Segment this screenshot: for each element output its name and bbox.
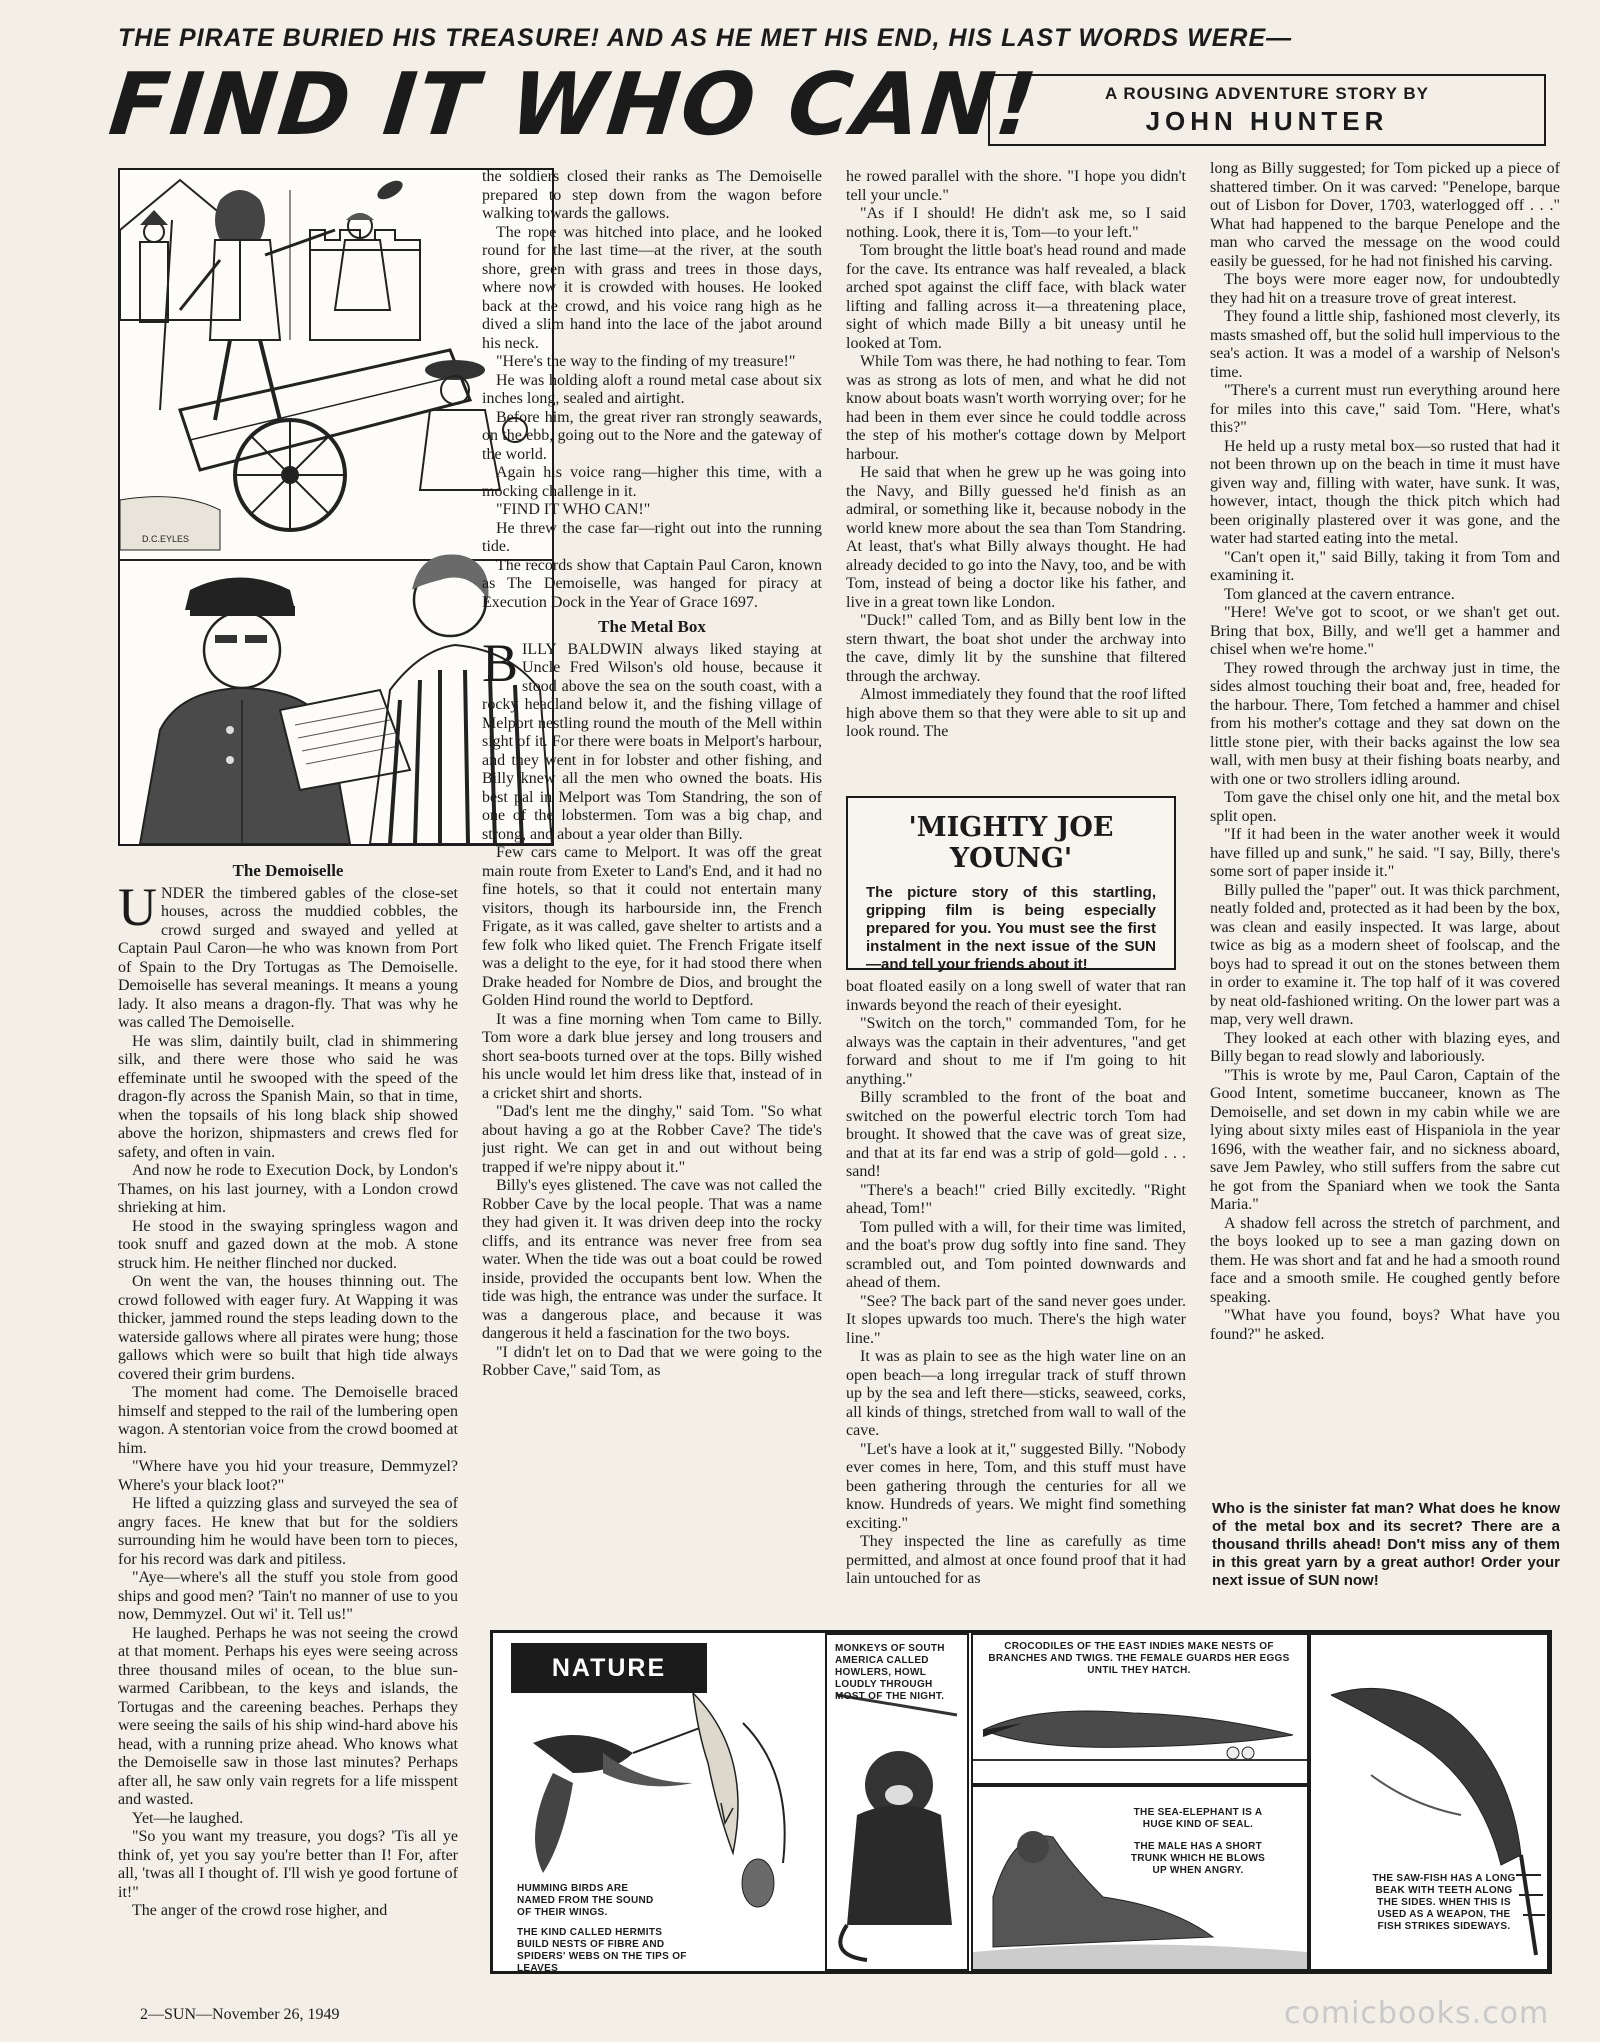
paragraph: Yet—he laughed.	[132, 1809, 244, 1827]
paragraph: "I didn't let on to Dad that we were going to the Robber Cave," said Tom, as	[482, 1343, 822, 1379]
paragraph: "If it had been in the water another week it would have filled up and sunk," he said. "I say, Billy, there's some sort of paper inside it."	[1210, 826, 1560, 880]
paragraph: They inspected the line as carefully as time permitted, and almost at once found proof that it had lain untouched for as	[846, 1533, 1186, 1587]
hummingbird-drawing	[493, 1633, 813, 1971]
article-column-3-top	[846, 168, 1186, 786]
paragraph: "There's a beach!" cried Billy excitedly. "Right ahead, Tom!"	[846, 1181, 1186, 1217]
paragraph: "So you want my treasure, you dogs? 'Tis all ye think of, yet you say you're better than I! For, after all, 'twas all I thought of. I'll wish ye good fortune of it!"	[118, 1828, 458, 1901]
paragraph: It was a fine morning when Tom came to Billy. Tom wore a dark blue jersey and long trousers and short sea-boots turned over at the tops. Billy wished his uncle would let him dress like that, instead of in a cricket shirt and shorts.	[482, 1010, 822, 1102]
paragraph: He stood in the swaying springless wagon and took snuff and gazed down at the mob. A stone struck him. He neither flinched nor ducked.	[118, 1217, 458, 1272]
paragraph: He lifted a quizzing glass and surveyed the sea of angry faces. He knew that but for the soldiers surrounding him he would have been torn to pieces, for his record was dark and pitiless.	[118, 1495, 458, 1568]
paragraph: NDER the timbered gables of the close-set houses, across the muddied cobbles, the crowd surged and swayed and yelled at Captain Paul Caron—he who was known from Port of Spain to the Dry Tortugas as The Demoiselle. Demoiselle has several meanings. It means a young lady. It also means a dragon-fly. That was why he was called The Demoiselle.	[118, 884, 458, 1031]
subhead-demoiselle: The Demoiselle	[232, 861, 344, 880]
paragraph: Few cars came to Melport. It was off the great main route from Exeter to Land's End, and it had no fine hotels, so that it could not entertain many visitors, though its harbourside inn, the French Frigate, as it was called, gave shelter to artists and a few folk who liked quiet. The French Frigate itself was a delight to the eye, for it had stood there when Drake headed for Nombre de Dios, and brought the Golden Hind round the world to Deptford.	[482, 844, 822, 1009]
article-column-1	[118, 856, 458, 1996]
sea-elephant-panel	[971, 1785, 1309, 1971]
paragraph: Tom brought the little boat's head round and made for the cave. Its entrance was half revealed, a black arched spot against the cliff face, with black water lifting and falling across it—a threatening place, sight of which made Billy a bit uneasy until he looked at Tom.	[846, 242, 1186, 352]
page-footer: 2—SUN—November 26, 1949	[140, 2006, 340, 2023]
paragraph: "This is wrote by me, Paul Caron, Captain of the Good Intent, sometime buccaneer, known as The Demoiselle, and set down in my cabin while we are lying about sixty miles east of Hispaniola in the year 1696, with the weather fair, and no sickness aboard, save Jem Pawley, who still suffers from the sabre cut he got from the Spaniard when we took the Santa Maria."	[1210, 1066, 1560, 1213]
howler-monkey-panel	[825, 1633, 969, 1971]
paragraph: Almost immediately they found that the roof lifted high above them so that they were able to sit up and look round. The	[846, 686, 1186, 740]
paragraph: He threw the case far—right out into the running tide.	[482, 519, 822, 555]
paragraph: "Where have you hid your treasure, Demmyzel? Where's your black loot?"	[118, 1458, 458, 1494]
paragraph: "Duck!" called Tom, and as Billy bent low in the stern thwart, the boat shot under the archway into the cave, dimly lit by the sunshine that filtered through the archway.	[846, 612, 1186, 685]
paragraph: He was slim, daintily built, clad in shimmering silk, and there were those who said he was effeminate until he swooped with the speed of the dragon-fly across the Spanish Main, so that in time, when the topsails of his long black ship showed above the horizon, shipmasters and crews fled for safety, and often in vain.	[118, 1032, 458, 1161]
watermark: comicbooks.com	[1284, 1996, 1550, 2031]
sea-elephant-caption-1: THE SEA-ELEPHANT IS A HUGE KIND OF SEAL.	[1133, 1807, 1263, 1830]
drop-cap: U	[118, 876, 157, 937]
byline-author: JOHN HUNTER	[1145, 106, 1389, 136]
paragraph: The anger of the crowd rose higher, and	[132, 1902, 388, 1919]
paragraph: "Let's have a look at it," suggested Billy. "Nobody ever comes in here, Tom, and this stuff must have been gathering through the centuries for all we know. Hundreds of years. We might find something exciting."	[846, 1440, 1186, 1532]
paragraph: They looked at each other with blazing eyes, and Billy began to read slowly and laboriously.	[1210, 1029, 1560, 1065]
sawfish-caption: THE SAW-FISH HAS A LONG BEAK WITH TEETH ALONG THE SIDES. WHEN THIS IS USED AS A WEAPON, THE FISH STRIKES SIDEWAYS.	[1372, 1873, 1516, 1932]
paragraph: "What have you found, boys? What have you found?" he asked.	[1210, 1307, 1560, 1343]
paragraph: "Here's the way to the finding of my treasure!"	[496, 353, 796, 370]
paragraph: "FIND IT WHO CAN!"	[496, 501, 651, 518]
byline-label: A ROUSING ADVENTURE STORY BY	[1105, 84, 1429, 103]
article-column-2	[482, 168, 822, 1612]
nature-nook-panel	[490, 1630, 1552, 1974]
story-kicker: THE PIRATE BURIED HIS TREASURE! AND AS HE MET HIS END, HIS LAST WORDS WERE—	[118, 24, 1293, 52]
sea-elephant-caption-2: THE MALE HAS A SHORT TRUNK WHICH HE BLOWS UP WHEN ANGRY.	[1130, 1841, 1266, 1876]
paragraph: "As if I should! He didn't ask me, so I said nothing. Look, there it is, Tom—to your left."	[846, 205, 1186, 241]
paragraph: boat floated easily on a long swell of water that ran inwards beyond the reach of their eyesight.	[846, 978, 1186, 1014]
paragraph: And now he rode to Execution Dock, by London's Thames, on his last journey, with a London crowd shrieking at him.	[118, 1162, 458, 1216]
paragraph: He laughed. Perhaps he was not seeing the crowd at that moment. Perhaps his eyes were seeing across three thousand miles of ocean, to the blue sun-warmed Caribbean, to the keys and islands, the Tortugas and the careening beaches. Perhaps they were seeing the sails of his ship wind-hard above his head, with a running prize ahead. Who knows what the Demoiselle saw in those last minutes? Perhaps after all, he saw only vain regrets for a life misspent and wasted.	[118, 1624, 458, 1808]
paragraph: They found a little ship, fashioned most cleverly, its masts smashed off, but the solid hull impervious to the sea's action. It was a model of a warship of Nelson's time.	[1210, 308, 1560, 381]
paragraph: long as Billy suggested; for Tom picked up a piece of shattered timber. On it was carved: "Penelope, barque out of Lisbon for Dover, 1703, waterlogged off . . ." What had happened to the barque Penelope and the man who carved the message on the wood could easily be guessed, for he had not finished his carving.	[1210, 160, 1560, 270]
paragraph: Again his voice rang—higher this time, with a mocking challenge in it.	[482, 464, 822, 500]
paragraph: Billy scrambled to the front of the boat and switched on the powerful electric torch Tom had brought. It showed that the cave was of great size, and that at its far end was a strip of gold—gold . . . sand!	[846, 1089, 1186, 1180]
crocodile-panel	[971, 1633, 1309, 1785]
paragraph: "Can't open it," said Billy, taking it from Tom and examining it.	[1210, 548, 1560, 584]
paragraph: he rowed parallel with the shore. "I hope you didn't tell your uncle."	[846, 168, 1186, 204]
paragraph: "Dad's lent me the dinghy," said Tom. "So what about having a go at the Robber Cave? The tide's just right. We can get in and out without being trapped if we're nippy about it."	[482, 1103, 822, 1176]
drop-cap: B	[482, 632, 519, 693]
paragraph: The moment had come. The Demoiselle braced himself and stepped to the rail of the lumbering open wagon. A stentorian voice from the crowd boomed at him.	[118, 1384, 458, 1457]
paragraph: Before him, the great river ran strongly seawards, on the ebb, going out to the Nore and the gateway of the world.	[482, 408, 822, 463]
paragraph: ILLY BALDWIN always liked staying at Uncle Fred Wilson's old house, because it stood above the sea on the south coast, with a rocky headland below it, and the fishing village of Melport nestling round the mouth of the Mell within sight of it. For there were boats in Melport's harbour, and they went in for lobster and other fishing, and Billy knew all the men who owned the boats. His best pal in Melport was Tom Standring, the son of one of the lobstermen. Tom was a big chap, and strong, and about a year older than Billy.	[482, 640, 822, 843]
paragraph: Tom pulled with a will, for their time was limited, and the boat's prow dug softly into fine sand. They scrambled out, and Tom pointed downwards and ahead of them.	[846, 1218, 1186, 1291]
ad-title: 'MIGHTY JOE YOUNG'	[908, 812, 1114, 874]
howler-monkey-caption: MONKEYS OF SOUTH AMERICA CALLED HOWLERS, HOWL LOUDLY THROUGH MOST OF THE NIGHT.	[835, 1643, 945, 1702]
paragraph: While Tom was there, he had nothing to fear. Tom was as strong as lots of men, and what he did not know about boats wasn't worth worrying over; for he had been in them ever since he could toddle across the step of his mother's cottage down by Melport harbour.	[846, 353, 1186, 463]
paragraph: A shadow fell across the stretch of parchment, and the boys looked up to see a man gazing down on them. He was short and fat and he had a smooth round face and a smooth smile. He coughed gently before speaking.	[1210, 1214, 1560, 1306]
nature-nook-title: NATURE NOOK	[511, 1643, 707, 1693]
paragraph: Tom gave the chisel only one hit, and the metal box split open.	[1210, 789, 1560, 825]
paragraph: On went the van, the houses thinning out. The crowd followed with eager fury. At Wapping it was thicker, jammed round the steps leading down to the waterside gallows where all pirates were hung; those gallows which were so built that high tide always covered their grim burdens.	[118, 1273, 458, 1383]
sawfish-panel	[1309, 1633, 1549, 1971]
hummingbird-caption-2: THE KIND CALLED HERMITS BUILD NESTS OF FIBRE AND SPIDERS' WEBS ON THE TIPS OF LEAVES	[517, 1927, 687, 1974]
article-column-3-bottom	[846, 978, 1186, 1612]
paragraph: It was as plain to see as the high water line on an open beach—a long irregular track of stuff thrown up by the sea and left there—sticks, seaweed, corks, all kinds of things, stretched from wall to wall of the cave.	[846, 1348, 1186, 1439]
crocodile-caption: CROCODILES OF THE EAST INDIES MAKE NESTS OF BRANCHES AND TWIGS. THE FEMALE GUARDS HER EGGS UNTIL THEY HATCH.	[988, 1641, 1290, 1676]
next-issue-teaser: Who is the sinister fat man? What does he know of the metal box and its secret? There are a thousand thrills ahead! Don't miss any of them in this great yarn by a great author! Order your next issue of SUN now!	[1212, 1500, 1560, 1589]
illustration-signature: D.C.EYLES	[142, 534, 190, 544]
paragraph: "Aye—where's all the stuff you stole from good ships and good men? 'Tain't no manner of use to you now, Demmyzel. Out wi' it. Tell us!"	[118, 1569, 458, 1623]
subhead-metal-box: The Metal Box	[598, 617, 706, 636]
paragraph: Billy's eyes glistened. The cave was not called the Robber Cave by the local people. That was a name they had given it. It was driven deep into the rocky cliffs, and its entrance was never free from sea water. When the tide was out a boat could be rowed inside, provided the occupants bent low. When the tide was high, the entrance was under the surface. It was a dangerous place, and because it was dangerous it held a fascination for the two boys.	[482, 1177, 822, 1342]
paragraph: They rowed through the archway just in time, the sides almost touching their boat and, free, headed for the harbour. There, Tom fetched a hammer and chisel from his mother's cottage and they sat down on the little stone pier, with their backs against the low sea wall, with men busy at their fishing boats nearby, and with one or two strollers idling around.	[1210, 659, 1560, 788]
paragraph: "There's a current must run everything around here for miles into this cave," said Tom. "Here, what's this?"	[1210, 382, 1560, 436]
paragraph: The records show that Captain Paul Caron, known as The Demoiselle, was hanged for piracy at Execution Dock in the Year of Grace 1697.	[482, 556, 822, 611]
story-title: FIND IT WHO CAN!	[104, 55, 1043, 155]
paragraph: The boys were more eager now, for undoubtedly they had hit on a treasure trove of great interest.	[1210, 271, 1560, 307]
paragraph: the soldiers closed their ranks as The Demoiselle prepared to step down from the wagon before walking towards the gallows.	[482, 168, 822, 222]
mighty-joe-young-ad	[846, 796, 1176, 973]
paragraph: The rope was hitched into place, and he looked round for the last time—at the river, at the south shore, green with grass and trees in those days, where now it is crowded with houses. He looked back at the crowd, and his voice rang high as he dived a slim hand into the lace of the jabot around his neck.	[482, 223, 822, 352]
hummingbird-caption-1: HUMMING BIRDS ARE NAMED FROM THE SOUND OF THEIR WINGS.	[517, 1883, 654, 1918]
paragraph: He said that when he grew up he was going into the Navy, and Billy guessed he'd finish as an admiral, or something like it, because nobody in the world knew more about the sea than Tom Standring. At least, that's what Billy always thought. He had already decided to go into the Navy, too, and be with Tom, instead of being a doctor like his father, and live in a great town like London.	[846, 464, 1186, 611]
byline-box	[988, 74, 1546, 146]
paragraph: Billy pulled the "paper" out. It was thick parchment, neatly folded and, protected as it had been by the box, was clean and easily inspected. It was large, about twice as big as a modern sheet of foolscap, and the boys had to spread it out on the stones between them in order to examine it. The top half of it was covered by neat old-fashioned writing. On the lower part was a map, very well drawn.	[1210, 881, 1560, 1028]
paragraph: "Here! We've got to scoot, or we shan't get out. Bring that box, Billy, and we'll get a hammer and chisel when we're home."	[1210, 604, 1560, 658]
paragraph: "See? The back part of the sand never goes under. It slopes upwards too much. There's the high water line."	[846, 1292, 1186, 1347]
article-column-4	[1210, 160, 1560, 1488]
paragraph: Tom glanced at the cavern entrance.	[1224, 585, 1455, 603]
paragraph: He held up a rusty metal box—so rusted that had it not been thrown up on the beach in time it must have given way and, filling with water, have sunk. It was, however, intact, though the thick pitch which had been originally plastered over it was gone, and the water had started eating into the metal.	[1210, 437, 1560, 547]
paragraph: "Switch on the torch," commanded Tom, for he always was the captain in their adventures, "and get forward and shout to me if I'm going to hit anything."	[846, 1015, 1186, 1088]
ad-text: The picture story of this startling, gripping film is being especially prepared for you. You must see the first instalment in the next issue of the SUN—and tell your friends about it!	[866, 884, 1156, 973]
paragraph: He was holding aloft a round metal case about six inches long, sealed and airtight.	[482, 371, 822, 407]
